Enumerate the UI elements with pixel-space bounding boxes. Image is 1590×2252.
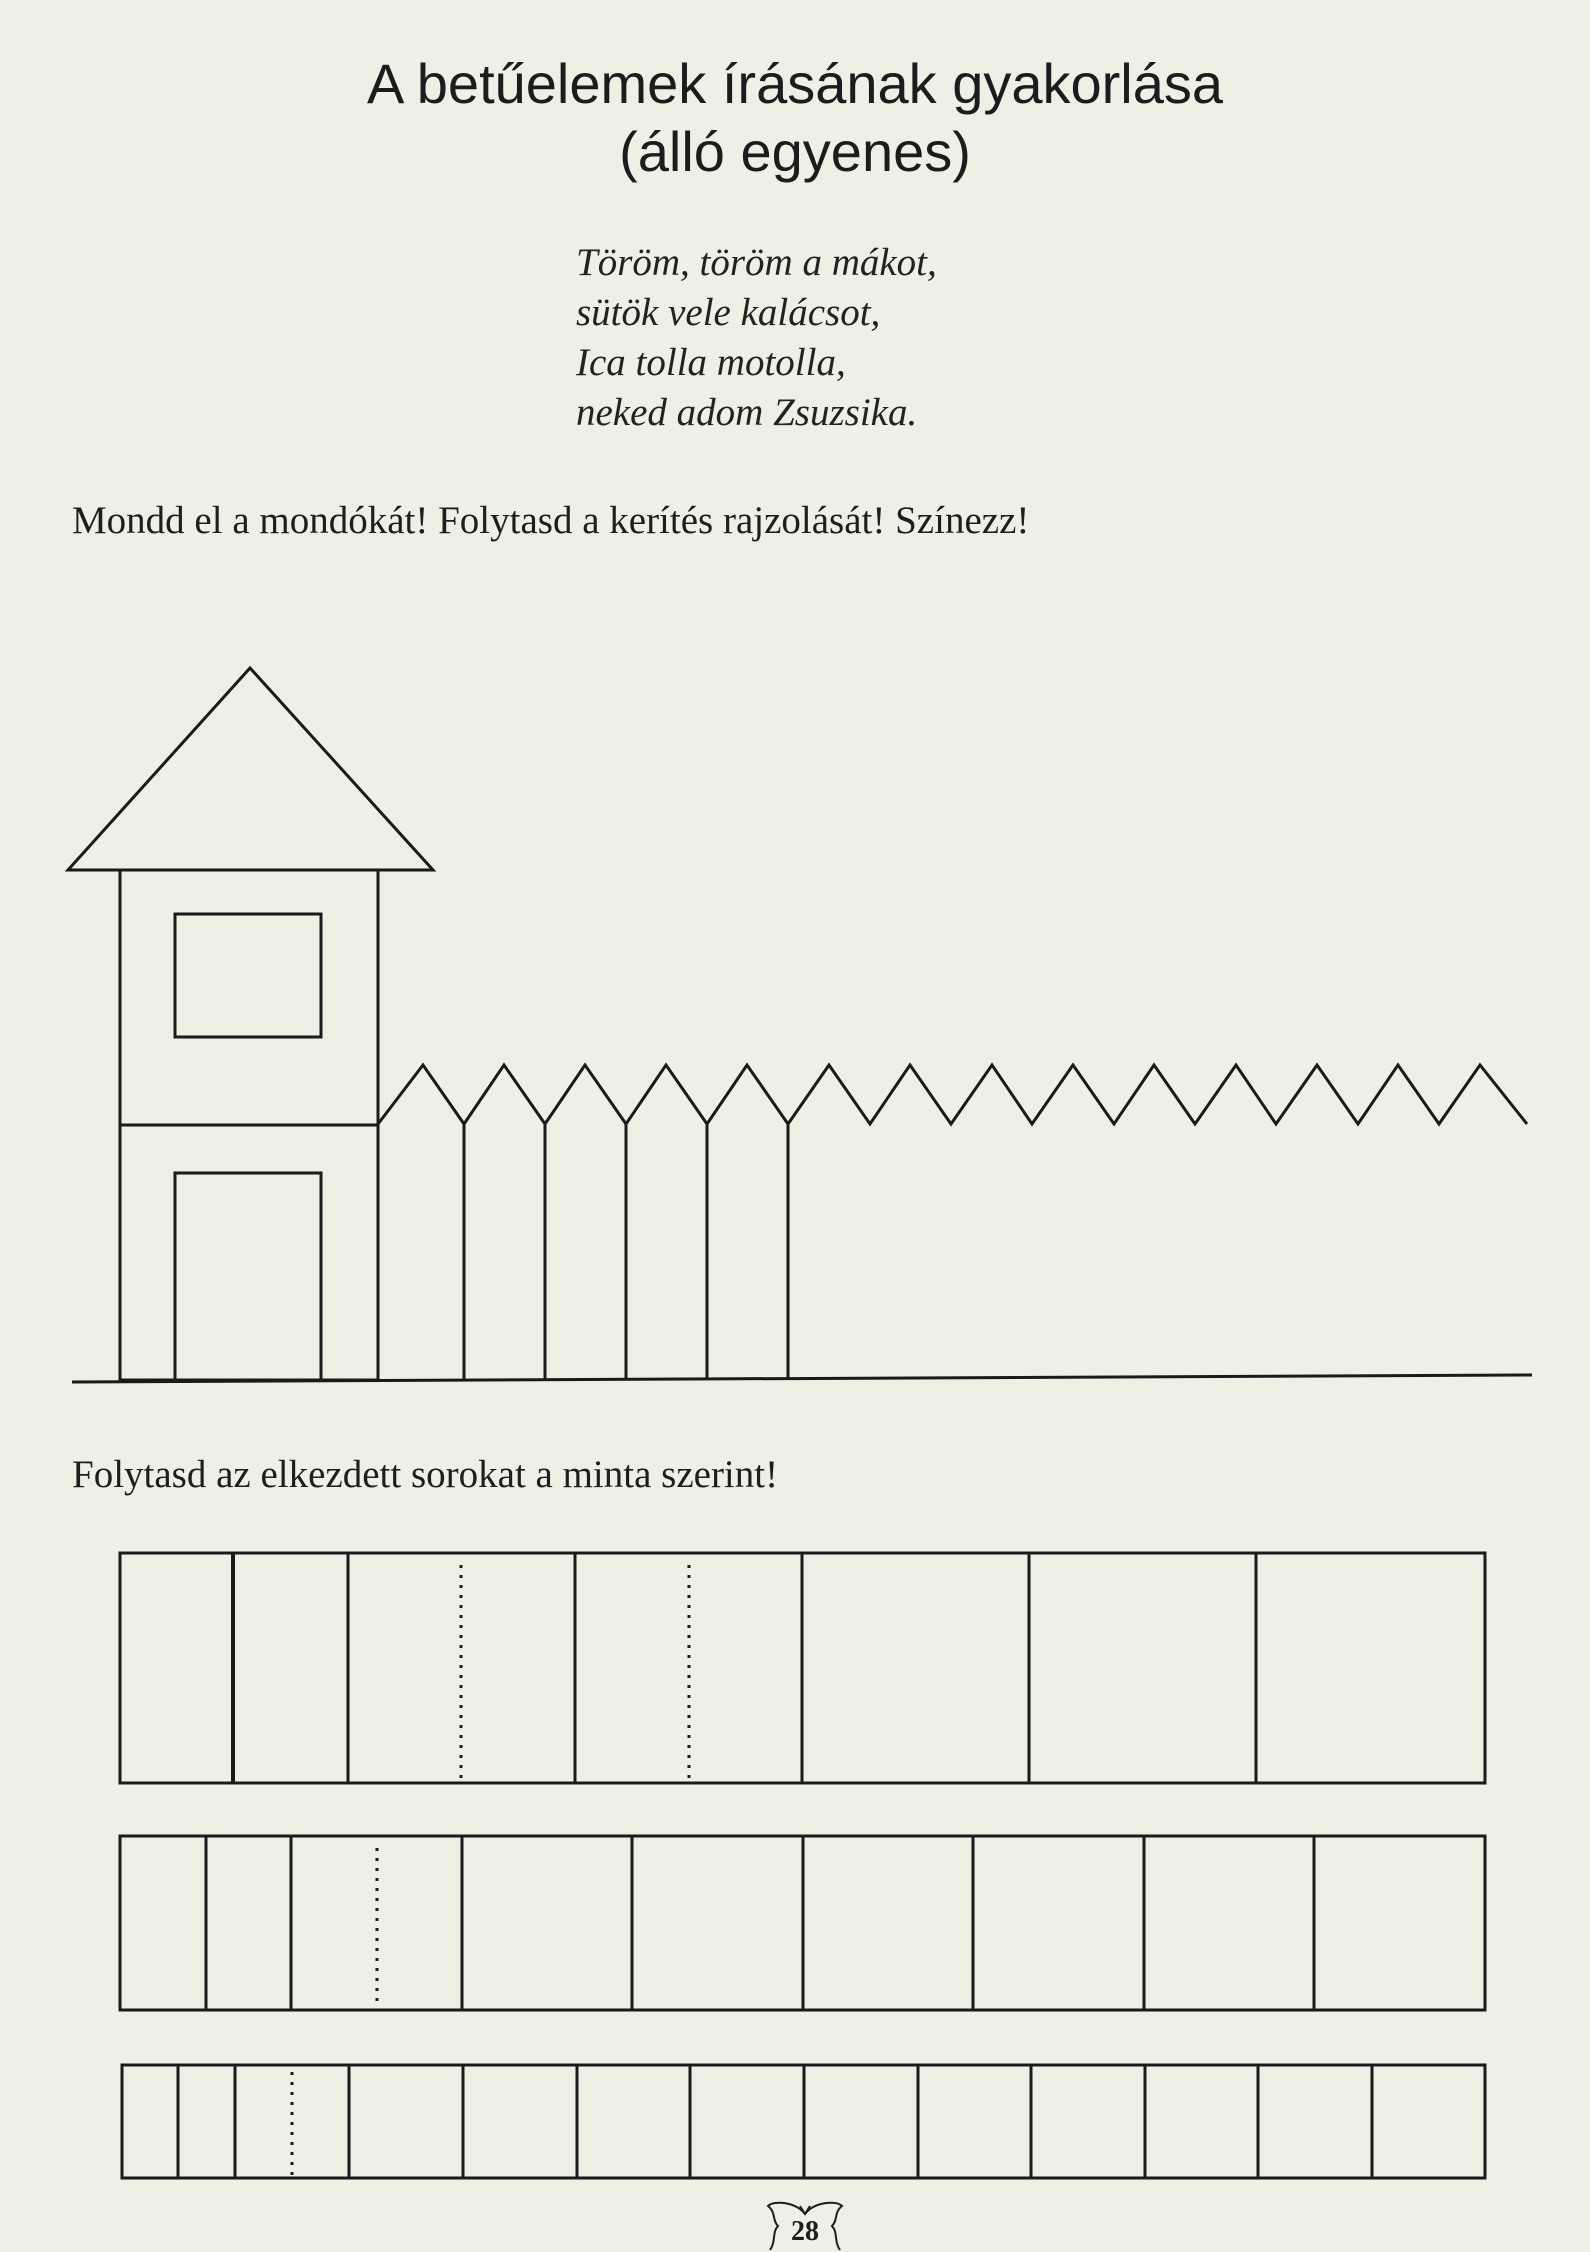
house-window	[175, 914, 321, 1037]
fence-zigzag-guide	[788, 1065, 1527, 1124]
fence-picket	[545, 1065, 626, 1380]
title-line-2: (álló egyenes)	[619, 120, 971, 183]
poem-line: Töröm, töröm a mákot,	[576, 241, 937, 284]
fence-picket	[464, 1065, 545, 1380]
poem-line: sütök vele kalácsot,	[576, 291, 881, 334]
practice-row-1	[120, 1553, 1485, 1783]
page-number: 28	[791, 2216, 819, 2247]
rows-instruction: Folytasd az elkezdett sorokat a minta szerint!	[72, 1453, 779, 1496]
house-roof	[68, 668, 433, 870]
fence-picket	[707, 1065, 788, 1380]
poem-line: neked adom Zsuzsika.	[576, 391, 918, 434]
page-number-badge	[760, 2200, 850, 2252]
title-line-1: A betűelemek írásának gyakorlása	[366, 52, 1224, 115]
practice-row-2	[120, 1836, 1485, 2010]
fence-picket	[626, 1065, 707, 1380]
fence-pickets	[378, 1065, 788, 1380]
poem-line: Ica tolla motolla,	[576, 341, 846, 384]
fence-picket	[378, 1065, 464, 1380]
house-door	[175, 1173, 321, 1380]
practice-row-3	[122, 2065, 1485, 2178]
fence-instruction: Mondd el a mondókát! Folytasd a kerítés rajzolását! Színezz!	[72, 499, 1030, 542]
